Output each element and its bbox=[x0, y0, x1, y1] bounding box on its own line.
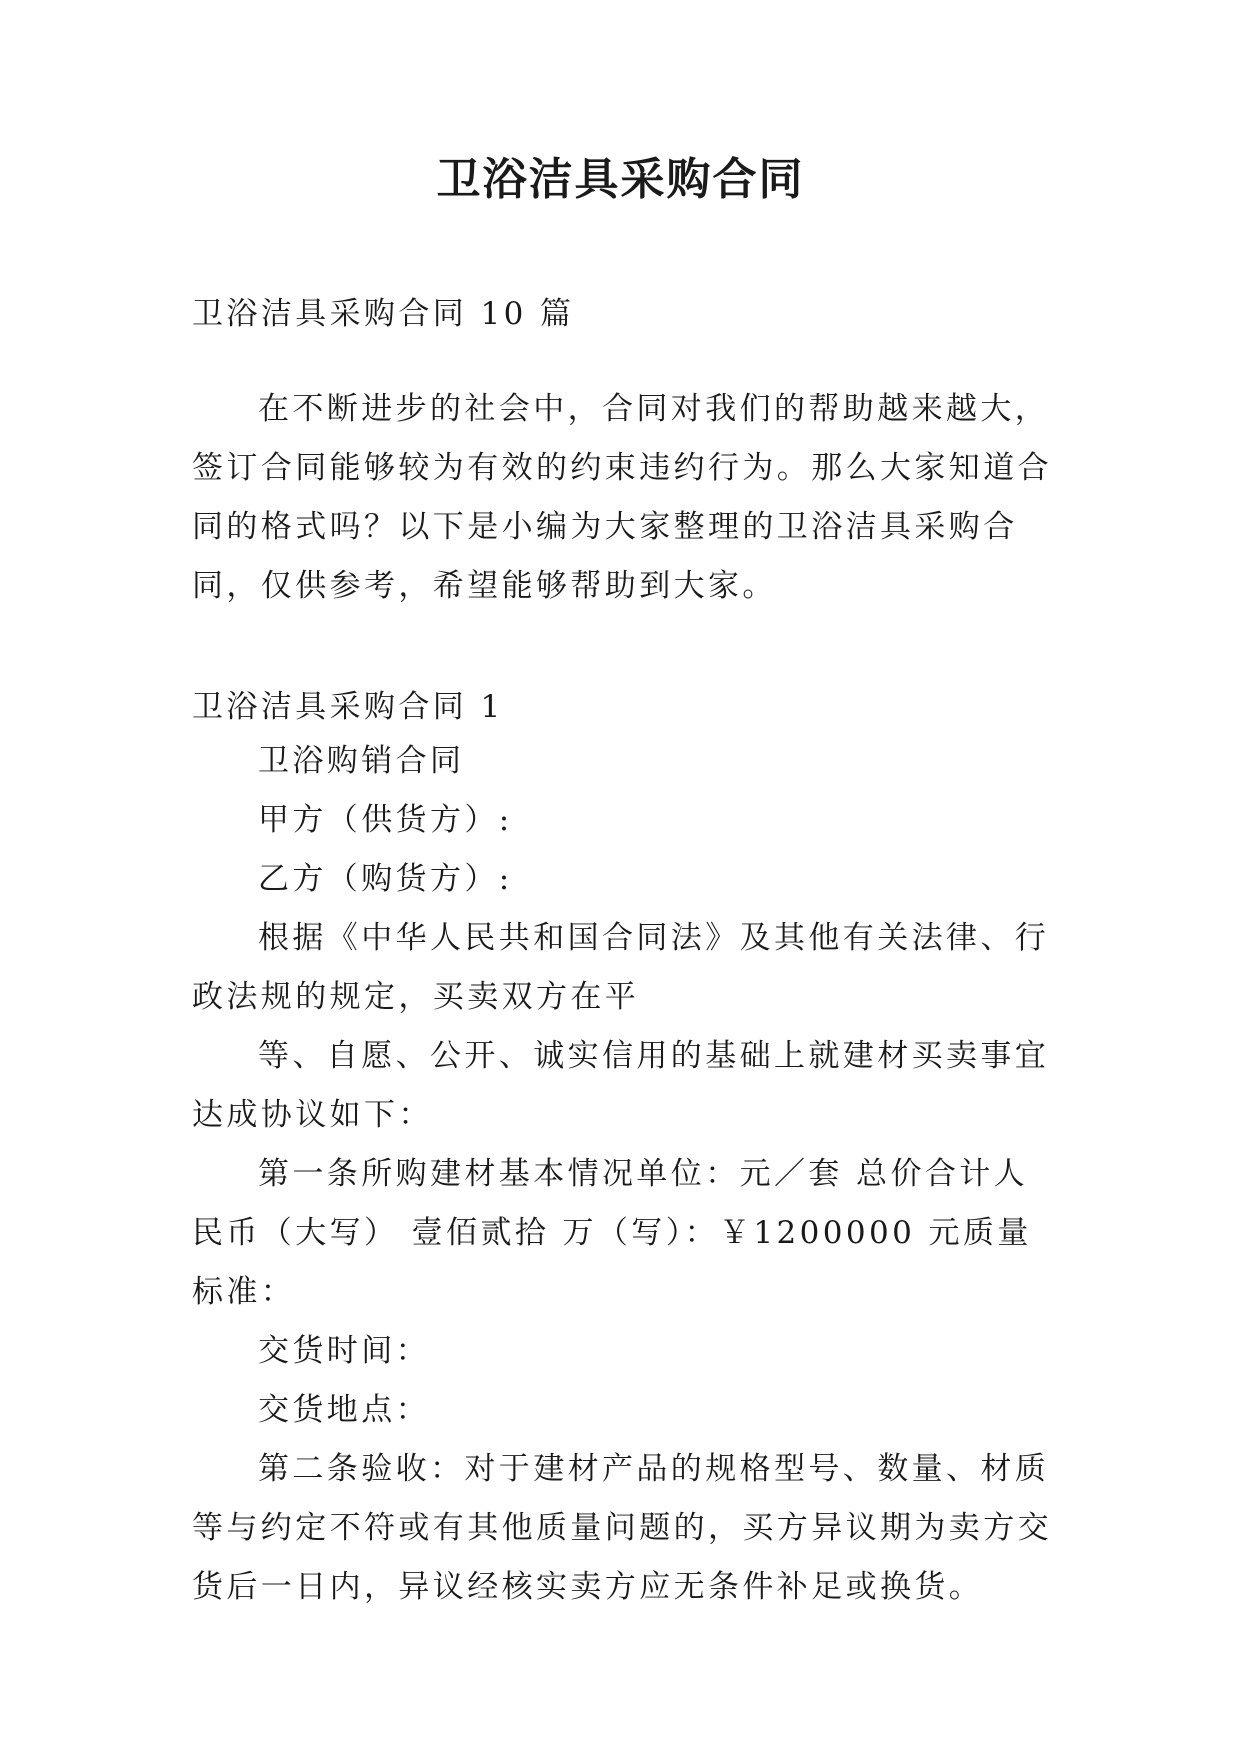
legal-basis-paragraph: 根据《中华人民共和国合同法》及其他有关法律、行政法规的规定，买卖双方在平 bbox=[192, 920, 1050, 1015]
article-one-paragraph: 第一条所购建材基本情况单位：元／套 总价合计人民币（大写） 壹佰贰拾 万（写）：￥1200000 元质量标准： bbox=[192, 1156, 1032, 1310]
party-a-line: 甲方（供货方）: bbox=[258, 802, 513, 838]
article-two-paragraph: 第二条验收：对于建材产品的规格型号、数量、材质等与约定不符或有其他质量问题的，买方异议期为卖方交货后一日内，异议经核实卖方应无条件补足或换货。 bbox=[192, 1451, 1052, 1605]
contract-name: 卫浴购销合同 bbox=[258, 743, 465, 779]
section-heading: 卫浴洁具采购合同 1 bbox=[192, 689, 504, 725]
intro-paragraph: 在不断进步的社会中，合同对我们的帮助越来越大，签订合同能够较为有效的约束违约行为。那么大家知道合同的格式吗？以下是小编为大家整理的卫浴洁具采购合同，仅供参考，希望能够帮助到大家。 bbox=[192, 391, 1052, 604]
document-title: 卫浴洁具采购合同 bbox=[436, 154, 805, 205]
party-b-line: 乙方（购货方）: bbox=[258, 861, 513, 897]
document-subtitle: 卫浴洁具采购合同 10 篇 bbox=[192, 296, 575, 332]
agreement-paragraph: 等、自愿、公开、诚实信用的基础上就建材买卖事宜达成协议如下： bbox=[192, 1038, 1050, 1133]
delivery-time-line: 交货时间： bbox=[258, 1333, 430, 1369]
document-body bbox=[192, 292, 1052, 1617]
delivery-place-line: 交货地点： bbox=[258, 1392, 430, 1428]
